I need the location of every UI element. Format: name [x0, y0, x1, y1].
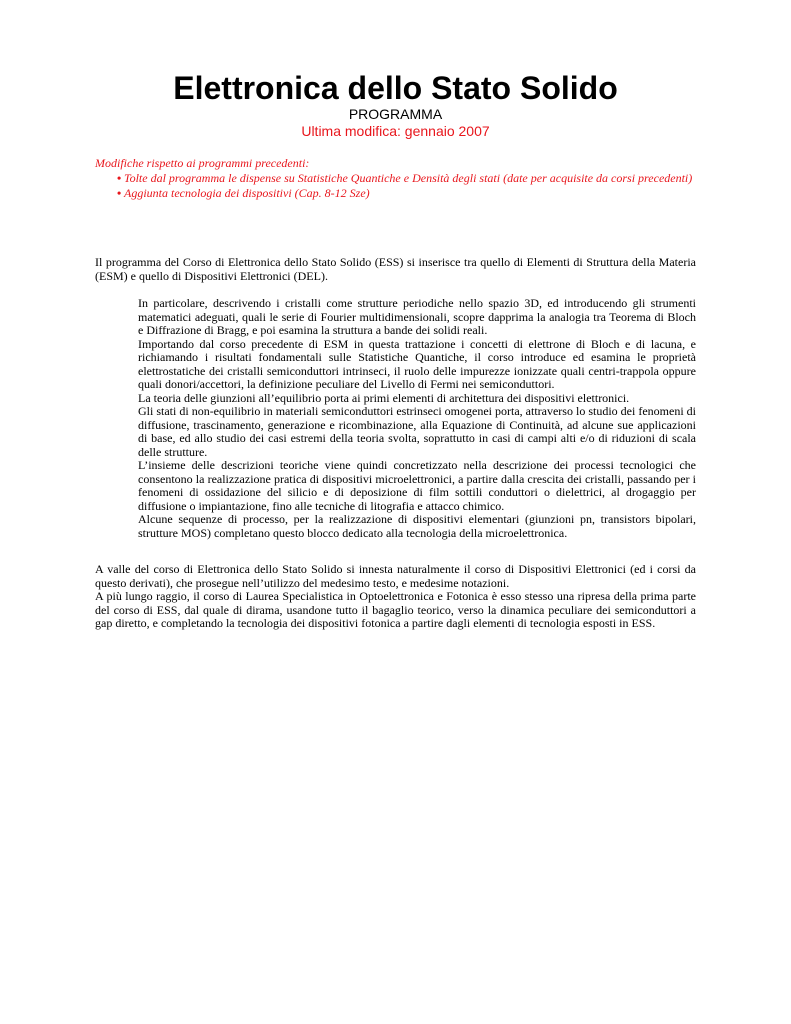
bullet-icon: •	[117, 186, 122, 200]
last-modified: Ultima modifica: gennaio 2007	[301, 123, 490, 139]
document-subtitle: PROGRAMMA	[348, 106, 443, 122]
changes-section	[95, 156, 695, 201]
changes-list	[95, 171, 695, 200]
paragraph: Importando dal corso precedente di ESM in questa trattazione i concetti di elettrone di Bloch e di lacuna, e richiamando i risultati fondamentali sulle Statistiche Quantiche, il corso introduce ed esamina le proprietà elettrostatiche dei cristalli semiconduttori intrinseci, il ruolo delle impurezze ionizzate quali centri-trappola oppure quali donori/accettori, la definizione peculiare del Livello di Fermi nei semiconduttori.	[138, 336, 696, 391]
changes-heading: Modifiche rispetto ai programmi precedenti:	[95, 156, 310, 170]
paragraph: La teoria delle giunzioni all’equilibrio porta ai primi elementi di architettura dei dispositivi elettronici.	[138, 390, 630, 405]
paragraph: A più lungo raggio, il corso di Laurea Specialistica in Optoelettronica e Fotonica è esso stesso una ripresa della prima parte del corso di ESS, dal quale di dirama, usandone tutto il bagaglio teorico, verso la dinamica peculiare dei semiconduttori a gap diretto, e completando la tecnologia dei dispositivi fotonica a partire dagli elementi di tecnologia esposti in ESS.	[95, 589, 696, 630]
list-item	[95, 186, 695, 200]
bullet-icon: •	[117, 171, 122, 185]
paragraph: Il programma del Corso di Elettronica dello Stato Solido (ESS) si inserisce tra quello di Elementi di Struttura della Materia (ESM) e quello di Dispositivi Elettronici (DEL).	[95, 255, 696, 283]
closing-section	[95, 563, 696, 631]
intro-paragraph	[95, 256, 696, 283]
paragraph: L’insieme delle descrizioni teoriche viene quindi concretizzato nella descrizione dei processi tecnologici che consentono la realizzazione pratica di dispositivi microelettronici, a partire dalla crescita dei cristalli, passando per i fenomeni di ossidazione del silicio e di deposizione di film sottili conduttori o dielettrici, al drogaggio per diffusione o impiantazione, fino alle tecniche di litografia e attacco chimico.	[138, 458, 696, 513]
list-item-text: Tolte dal programma le dispense su Statistiche Quantiche e Densità degli stati (date per acquisite da corsi precedenti)	[124, 171, 693, 185]
document-title: Elettronica dello Stato Solido	[173, 70, 618, 106]
paragraph: Alcune sequenze di processo, per la realizzazione di dispositivi elementari (giunzioni pn, transistors bipolari, strutture MOS) completano questo blocco dedicato alla tecnologia della microelettronica.	[138, 512, 696, 540]
paragraph: In particolare, descrivendo i cristalli come strutture periodiche nello spazio 3D, ed introducendo gli strumenti matematici adeguati, quali le serie di Fourier multidimensionali, scopre dapprima la analogia tra Teorema di Bloch e Diffrazione di Bragg, e poi esamina la struttura a bande dei solidi reali.	[138, 296, 696, 337]
paragraph: Gli stati di non-equilibrio in materiali semiconduttori estrinseci omogenei porta, attraverso lo studio dei fenomeni di diffusione, trascinamento, generazione e ricombinazione, alla Equazione di Continuità, ad alcune sue applicazioni di base, ed allo studio dei casi estremi della teoria svolta, soprattutto in casi di campi alti e/o di riduzioni di scala delle strutture.	[138, 404, 696, 459]
indented-section	[138, 297, 696, 540]
list-item	[95, 171, 695, 185]
paragraph: A valle del corso di Elettronica dello Stato Solido si innesta naturalmente il corso di Dispositivi Elettronici (ed i corsi da questo derivati), che prosegue nell’utilizzo del medesimo testo, e medesime notazioni.	[95, 562, 696, 590]
list-item-text: Aggiunta tecnologia dei dispositivi (Cap. 8-12 Sze)	[124, 186, 370, 200]
